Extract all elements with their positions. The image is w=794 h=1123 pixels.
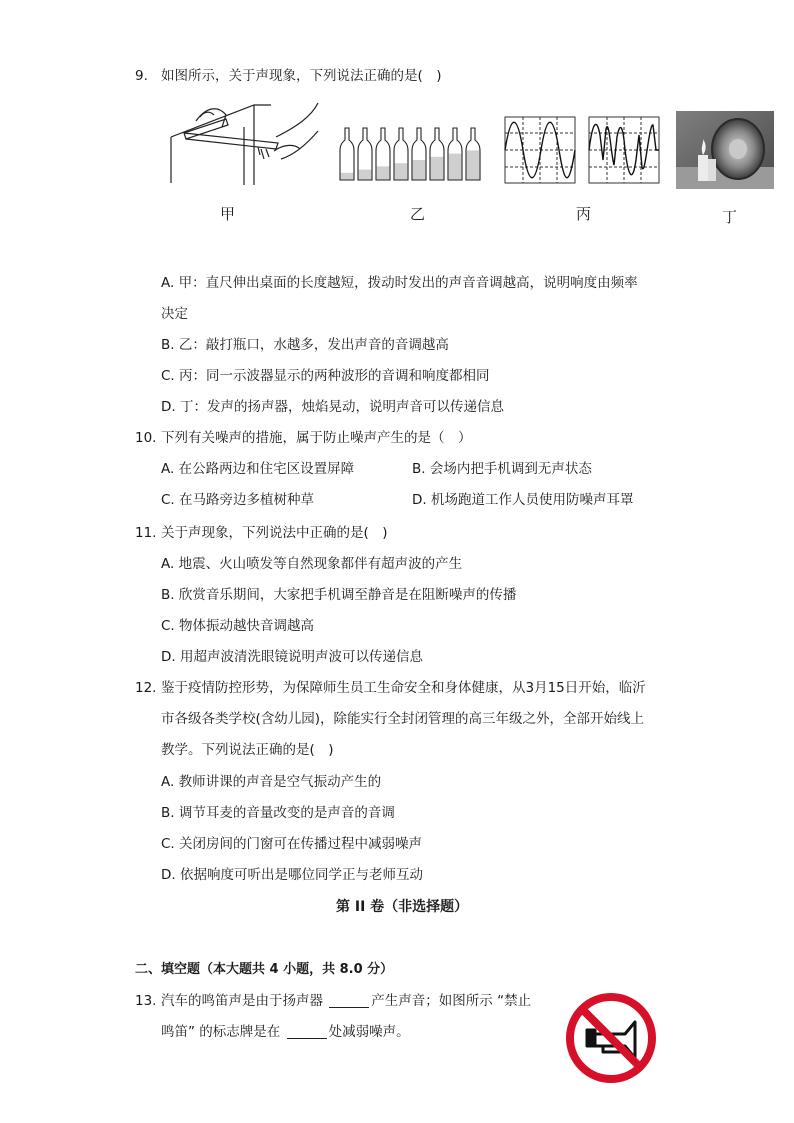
q10-option-a: A. 在公路两边和住宅区设置屏障	[161, 461, 355, 477]
q11-option-b: B. 欣赏音乐期间，大家把手机调至静音是在阻断噪声的传播	[161, 587, 517, 603]
q11-option-c: C. 物体振动越快音调越高	[161, 618, 315, 634]
water-bottles-figure	[338, 126, 486, 184]
q13-blank-1[interactable]	[329, 993, 369, 1008]
q9-option-b: B. 乙：敲打瓶口，水越多，发出声音的音调越高	[161, 337, 449, 353]
figure-label-jia: 甲	[220, 205, 236, 223]
bottle-water	[377, 166, 390, 179]
q9-option-c: C. 丙：同一示波器显示的两种波形的音调和响度都相同	[161, 368, 490, 384]
part-title: 二、填空题（本大题共 4 小题，共 8.0 分）	[135, 962, 394, 977]
q9-stem: 如图所示，关于声现象，下列说法正确的是( )	[161, 68, 442, 84]
q12-stem-line3: 教学。下列说法正确的是( )	[161, 742, 334, 758]
bottle-water	[395, 163, 408, 179]
figure-label-ding: 丁	[722, 208, 738, 226]
q13-line2-text-b: 处减弱噪声。	[328, 1024, 410, 1040]
q12-number: 12.	[135, 680, 157, 696]
q11-stem: 关于声现象，下列说法中正确的是( )	[161, 525, 388, 541]
q9-option-a-line1: A. 甲：直尺伸出桌面的长度越短，拨动时发出的声音音调越高，说明响度由频率	[161, 275, 638, 291]
q12-option-a: A. 教师讲课的声音是空气振动产生的	[161, 774, 382, 790]
q12-stem-line1: 鉴于疫情防控形势，为保障师生员工生命安全和身体健康，从3月15日开始，临沂	[161, 680, 646, 696]
q12-stem-line2: 市各级各类学校(含幼儿园)，除能实行全封闭管理的高三年级之外，全部开始线上	[161, 711, 645, 727]
q9-option-d: D. 丁：发声的扬声器，烛焰晃动，说明声音可以传递信息	[161, 399, 504, 415]
ruler-on-table-figure	[166, 97, 326, 189]
bottle-water	[449, 154, 462, 180]
q13-line1-text-a: 汽车的鸣笛声是由于扬声器	[161, 993, 328, 1009]
q10-option-b: B. 会场内把手机调到无声状态	[412, 461, 592, 477]
q13-line1-text-b: 产生声音；如图所示 “禁止	[371, 993, 532, 1009]
bottle-shape	[340, 128, 354, 180]
speaker-candle-photo	[676, 111, 774, 189]
q12-option-c: C. 关闭房间的门窗可在传播过程中减弱噪声	[161, 836, 423, 852]
volume-title: 第 II 卷（非选择题）	[336, 899, 469, 915]
q11-number: 11.	[135, 525, 157, 541]
bottle-water	[341, 173, 354, 180]
figure-label-yi: 乙	[410, 205, 426, 223]
q12-option-b: B. 调节耳麦的音量改变的是声音的音调	[161, 805, 395, 821]
q13-line2-text-a: 鸣笛” 的标志牌是在	[161, 1024, 285, 1040]
q13-line2	[161, 1022, 410, 1042]
q13-number: 13.	[135, 993, 157, 1009]
bottle-water	[431, 157, 444, 180]
q11-option-a: A. 地震、火山喷发等自然现象都伴有超声波的产生	[161, 556, 463, 572]
q9-option-a-line2: 决定	[161, 306, 188, 322]
q10-number: 10.	[135, 430, 157, 446]
q10-option-d: D. 机场跑道工作人员使用防噪声耳罩	[412, 492, 634, 508]
bottle-water	[413, 160, 426, 179]
figure-label-bing: 丙	[576, 205, 592, 223]
q11-option-d: D. 用超声波清洗眼镜说明声波可以传递信息	[161, 649, 423, 665]
q9-number: 9.	[135, 68, 148, 84]
q12-option-d: D. 依据响度可听出是哪位同学正与老师互动	[161, 867, 423, 883]
q13-line1	[161, 991, 531, 1011]
q10-option-c: C. 在马路旁边多植树种草	[161, 492, 315, 508]
bottle-water	[359, 170, 372, 180]
q10-stem: 下列有关噪声的措施，属于防止噪声产生的是（ ）	[161, 430, 472, 446]
q13-blank-2[interactable]	[287, 1024, 327, 1039]
oscilloscope-waveforms-figure	[503, 115, 663, 185]
bottle-water	[467, 150, 480, 179]
no-honking-sign-icon	[565, 992, 657, 1084]
